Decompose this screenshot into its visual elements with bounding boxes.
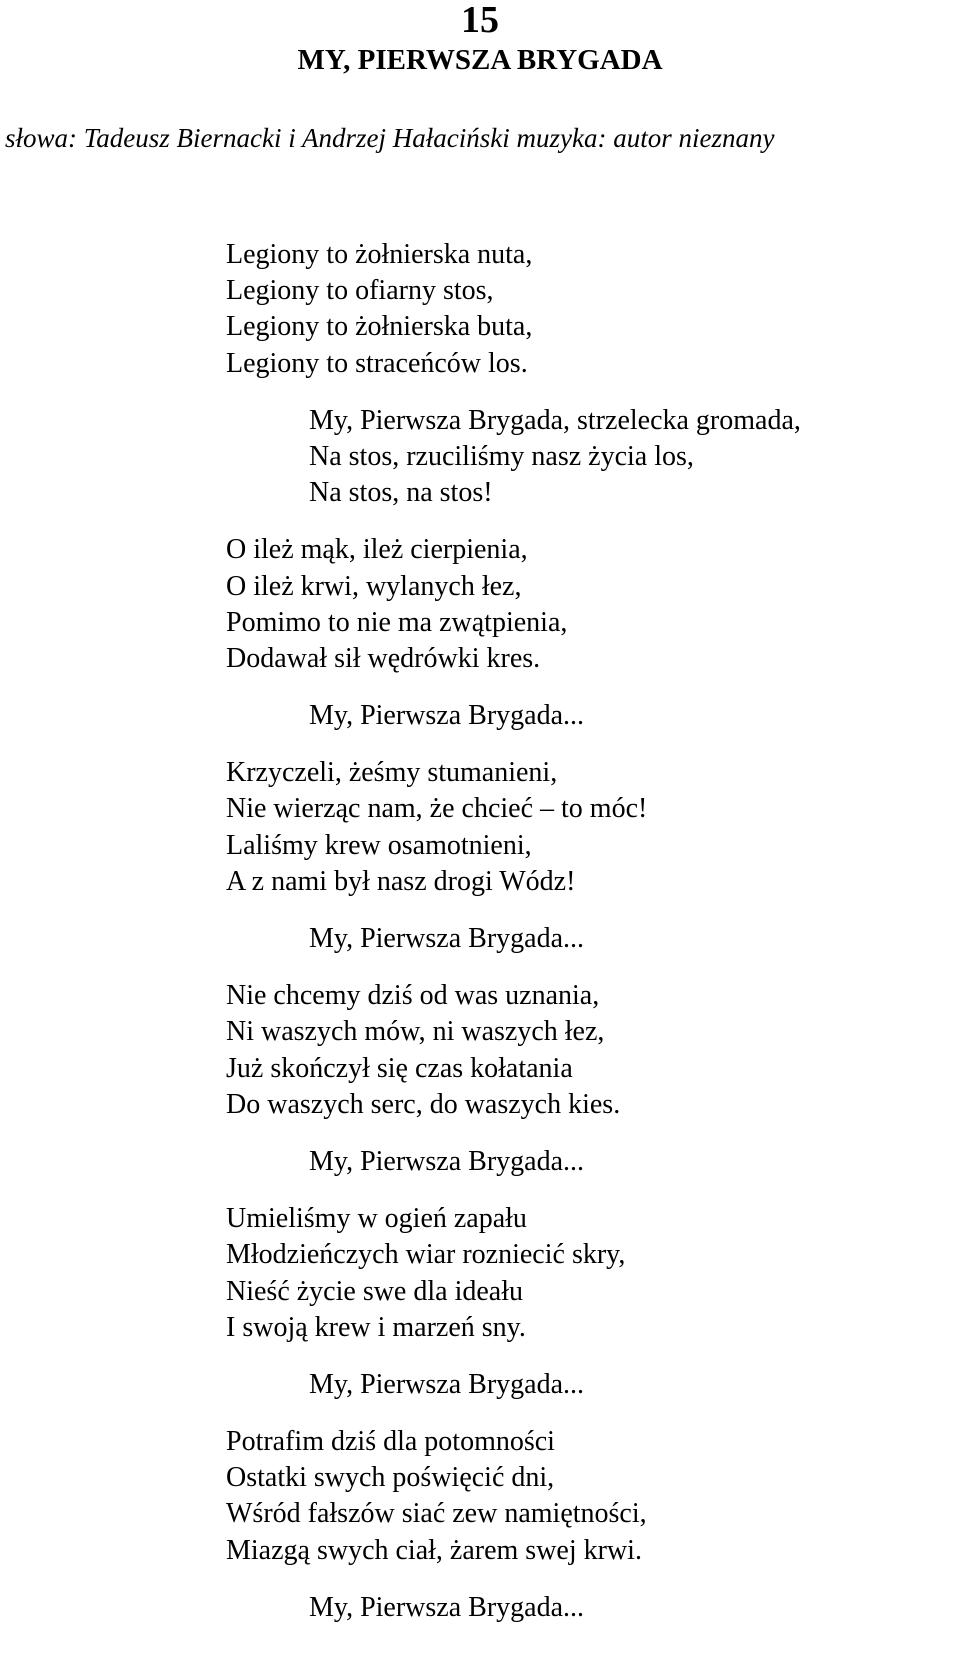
lyric-line: Na stos, rzuciliśmy nasz życia los, <box>309 440 694 472</box>
lyric-line: Do waszych serc, do waszych kies. <box>226 1088 621 1120</box>
lyric-line: My, Pierwsza Brygada... <box>309 1145 585 1177</box>
lyrics <box>226 237 946 1647</box>
chorus-block <box>309 921 946 957</box>
lyric-line: Laliśmy krew osamotnieni, <box>226 829 532 861</box>
verse-block <box>226 755 946 900</box>
lyric-line: My, Pierwsza Brygada... <box>309 923 585 954</box>
lyric-line: My, Pierwsza Brygada... <box>309 700 585 732</box>
chorus-block <box>309 1144 946 1180</box>
song-credits: słowa: Tadeusz Biernacki i Andrzej Hałaciński muzyka: autor nieznany <box>5 123 775 153</box>
chorus-block <box>309 403 946 512</box>
chorus-block <box>309 1367 946 1403</box>
lyric-line: Legiony to ofiarny stos, <box>226 275 494 307</box>
lyric-line: Krzyczeli, żeśmy stumanieni, <box>226 757 558 789</box>
verse-block <box>226 237 946 382</box>
lyric-line: Pomimo to nie ma zwątpienia, <box>226 606 568 638</box>
lyric-line: My, Pierwsza Brygada, strzelecka gromada, <box>309 404 801 436</box>
lyric-line: Dodawał sił wędrówki kres. <box>226 642 541 674</box>
verse-block <box>226 1201 946 1346</box>
lyric-line: Legiony to żołnierska buta, <box>226 311 533 343</box>
chorus-block <box>309 698 946 734</box>
lyric-line: Miazgą swych ciał, żarem swej krwi. <box>226 1534 642 1566</box>
lyric-line: Nie wierząc nam, że chcieć – to móc! <box>226 793 648 825</box>
lyric-line: Ostatki swych poświęcić dni, <box>226 1462 555 1494</box>
lyric-line: O ileż mąk, ileż cierpienia, <box>226 534 528 566</box>
song-number: 15 <box>461 0 499 41</box>
verse-block <box>226 532 946 677</box>
lyric-line: Ni waszych mów, ni waszych łez, <box>226 1016 605 1048</box>
lyric-line: Umieliśmy w ogień zapału <box>226 1203 527 1235</box>
lyric-line: O ileż krwi, wylanych łez, <box>226 570 522 602</box>
song-title: MY, PIERWSZA BRYGADA <box>297 44 663 76</box>
lyric-line: Młodzieńczych wiar rozniecić skry, <box>226 1239 626 1271</box>
lyric-line: Legiony to straceńców los. <box>226 347 528 379</box>
lyric-line: Nieść życie swe dla ideału <box>226 1275 523 1307</box>
lyric-line: Potrafim dziś dla potomności <box>226 1426 555 1458</box>
lyric-line: A z nami był nasz drogi Wódz! <box>226 865 576 897</box>
lyric-line: My, Pierwsza Brygada... <box>309 1368 585 1400</box>
lyric-line: Już skończył się czas kołatania <box>226 1052 573 1084</box>
lyric-line: I swoją krew i marzeń sny. <box>226 1311 526 1343</box>
lyric-line: Nie chcemy dziś od was uznania, <box>226 980 600 1012</box>
lyric-line: Wśród fałszów siać zew namiętności, <box>226 1498 647 1530</box>
verse-block <box>226 1424 946 1569</box>
lyric-line: My, Pierwsza Brygada... <box>309 1591 585 1623</box>
chorus-block <box>309 1590 946 1626</box>
verse-block <box>226 978 946 1123</box>
lyric-line: Na stos, na stos! <box>309 477 493 509</box>
lyric-line: Legiony to żołnierska nuta, <box>226 239 533 270</box>
